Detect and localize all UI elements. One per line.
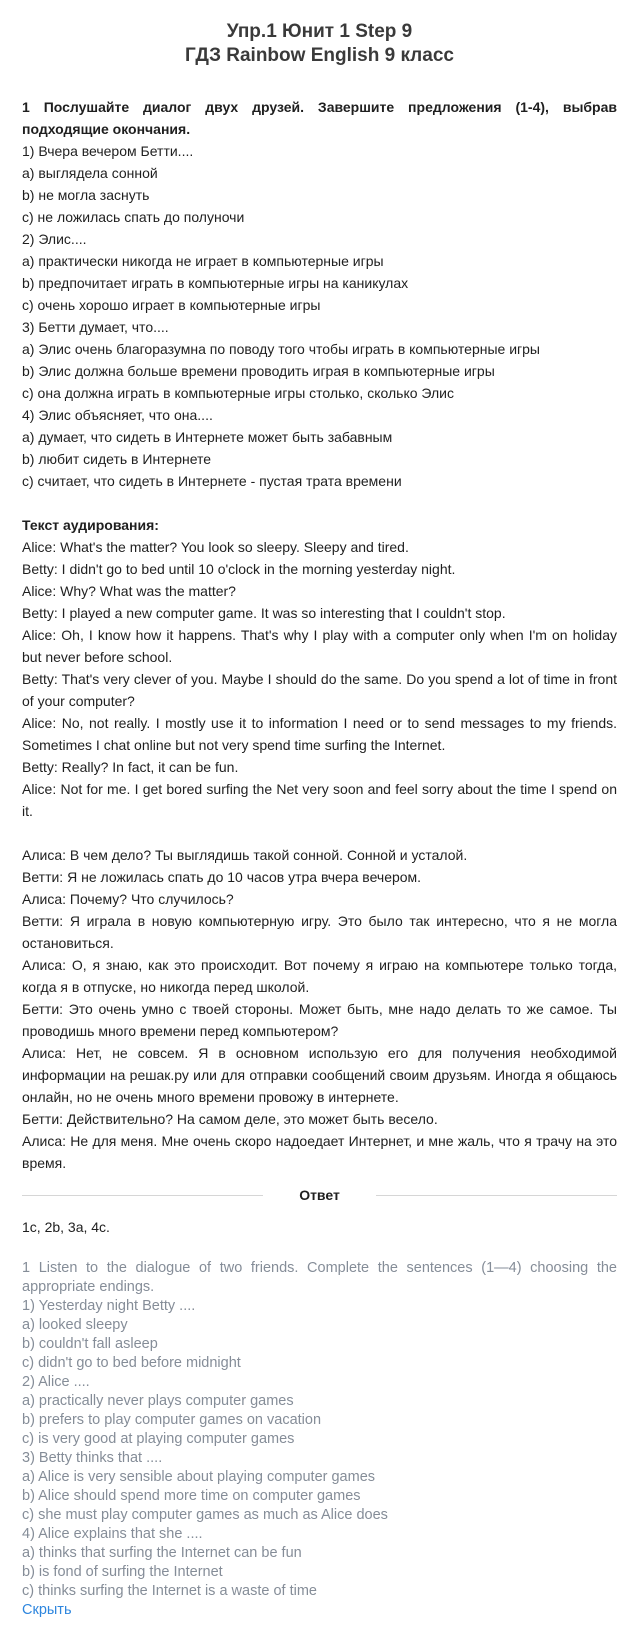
dialogue-russian (22, 844, 617, 1174)
dialogue-line: Betty: That's very clever of you. Maybe I should do the same. Do you spend a lot of time in front of your computer? (22, 671, 617, 709)
task-option-line: c) очень хорошо играет в компьютерные игры (22, 297, 321, 313)
title-line-exercise: Упр.1 Юнит 1 Step 9 (226, 21, 413, 42)
dialogue-line-translation: Алиса: О, я знаю, как это происходит. Вот почему я играю на компьютере только тогда, когда я в отпуске, но никогда перед школой. (22, 957, 617, 995)
translation-line: 1 Listen to the dialogue of two friends. Complete the sentences (1—4) choosing the appropriate endings. (22, 1260, 617, 1295)
task-option-line: a) думает, что сидеть в Интернете может быть забавным (22, 429, 393, 445)
dialogue-line: Alice: Oh, I know how it happens. That's why I play with a computer only when I'm on holiday but never before school. (22, 627, 617, 665)
answer-heading: Ответ (299, 1187, 340, 1203)
task-option-line: b) любит сидеть в Интернете (22, 451, 212, 467)
dialogue-line-translation: Ветти: Я играла в новую компьютерную игру. Это было так интересно, что я не могла остановиться. (22, 913, 617, 951)
hide-link[interactable]: Скрыть (22, 1602, 72, 1618)
dialogue-line: Alice: What's the matter? You look so sleepy. Sleepy and tired. (22, 539, 409, 555)
task-instruction: 1 Послушайте диалог двух друзей. Завершите предложения (1-4), выбрав подходящие окончания. (22, 99, 617, 137)
dialogue-line-translation: Бетти: Действительно? На самом деле, это может быть весело. (22, 1111, 438, 1127)
dialogue-line: Alice: Not for me. I get bored surfing the Net very soon and feel sorry about the time I spend on it. (22, 781, 617, 819)
task-options (22, 140, 617, 492)
translation-line: b) couldn't fall asleep (22, 1336, 158, 1352)
exercise-content (22, 96, 617, 1174)
answer-text: 1c, 2b, 3a, 4c. (22, 1219, 110, 1235)
page-title (22, 0, 617, 68)
translation-line: a) thinks that surfing the Internet can be fun (22, 1545, 302, 1561)
translation-block (22, 1259, 617, 1620)
audio-text-heading: Текст аудирования: (22, 517, 159, 533)
task-option-line: c) она должна играть в компьютерные игры столько, сколько Элис (22, 385, 454, 401)
spacer (22, 822, 617, 844)
dialogue-english (22, 536, 617, 822)
translation-lines (22, 1259, 617, 1601)
translation-line: 2) Alice .... (22, 1374, 90, 1390)
dialogue-line: Alice: No, not really. I mostly use it to information I need or to send messages to my friends. Sometimes I chat online but not very spend time surfing the Internet. (22, 715, 617, 753)
task-option-line: c) не ложилась спать до полуночи (22, 209, 245, 225)
title-line-book: ГДЗ Rainbow English 9 класс (185, 45, 454, 66)
dialogue-line-translation: Алиса: Нет, не совсем. Я в основном использую его для получения необходимой информации на решак.ру или для отправки сообщений своим друзьям. Иногда я общаюсь онлайн, но не очень много времени провожу в интернете. (22, 1045, 617, 1105)
task-option-line: b) предпочитает играть в компьютерные игры на каникулах (22, 275, 409, 291)
dialogue-line: Betty: Really? In fact, it can be fun. (22, 759, 239, 775)
task-option-line: 2) Элис.... (22, 231, 87, 247)
task-option-line: b) не могла заснуть (22, 187, 150, 203)
translation-line: b) prefers to play computer games on vacation (22, 1412, 322, 1428)
divider-line-right (376, 1195, 617, 1196)
task-option-line: 4) Элис объясняет, что она.... (22, 407, 213, 423)
translation-line: 3) Betty thinks that .... (22, 1450, 163, 1466)
dialogue-line-translation: Алиса: Почему? Что случилось? (22, 891, 234, 907)
translation-line: b) is fond of surfing the Internet (22, 1564, 223, 1580)
translation-line: c) is very good at playing computer games (22, 1431, 295, 1447)
task-option-line: c) считает, что сидеть в Интернете - пустая трата времени (22, 473, 402, 489)
divider-line-left (22, 1195, 263, 1196)
dialogue-line-translation: Алиса: Не для меня. Мне очень скоро надоедает Интернет, и мне жаль, что я трачу на это время. (22, 1133, 617, 1171)
task-option-line: 1) Вчера вечером Бетти.... (22, 143, 194, 159)
dialogue-line: Betty: I played a new computer game. It was so interesting that I couldn't stop. (22, 605, 506, 621)
dialogue-line-translation: Алиса: В чем дело? Ты выглядишь такой сонной. Сонной и усталой. (22, 847, 468, 863)
translation-line: 4) Alice explains that she .... (22, 1526, 203, 1542)
translation-line: a) looked sleepy (22, 1317, 128, 1333)
translation-line: a) Alice is very sensible about playing computer games (22, 1469, 376, 1485)
translation-line: c) didn't go to bed before midnight (22, 1355, 241, 1371)
translation-line: b) Alice should spend more time on computer games (22, 1488, 361, 1504)
dialogue-line-translation: Бетти: Это очень умно с твоей стороны. Может быть, мне надо делать то же самое. Ты проводишь много времени перед компьютером? (22, 1001, 617, 1039)
task-option-line: a) выглядела сонной (22, 165, 158, 181)
task-option-line: b) Элис должна больше времени проводить играя в компьютерные игры (22, 363, 495, 379)
translation-line: a) practically never plays computer games (22, 1393, 294, 1409)
translation-line: 1) Yesterday night Betty .... (22, 1298, 196, 1314)
task-option-line: a) практически никогда не играет в компьютерные игры (22, 253, 384, 269)
dialogue-line: Betty: I didn't go to bed until 10 o'clock in the morning yesterday night. (22, 561, 456, 577)
answer-divider (22, 1184, 617, 1206)
task-option-line: a) Элис очень благоразумна по поводу того чтобы играть в компьютерные игры (22, 341, 540, 357)
dialogue-line-translation: Ветти: Я не ложилась спать до 10 часов утра вчера вечером. (22, 869, 422, 885)
dialogue-line: Alice: Why? What was the matter? (22, 583, 236, 599)
spacer (22, 492, 617, 514)
task-option-line: 3) Бетти думает, что.... (22, 319, 169, 335)
translation-line: c) thinks surfing the Internet is a waste of time (22, 1583, 317, 1599)
translation-line: c) she must play computer games as much as Alice does (22, 1507, 388, 1523)
